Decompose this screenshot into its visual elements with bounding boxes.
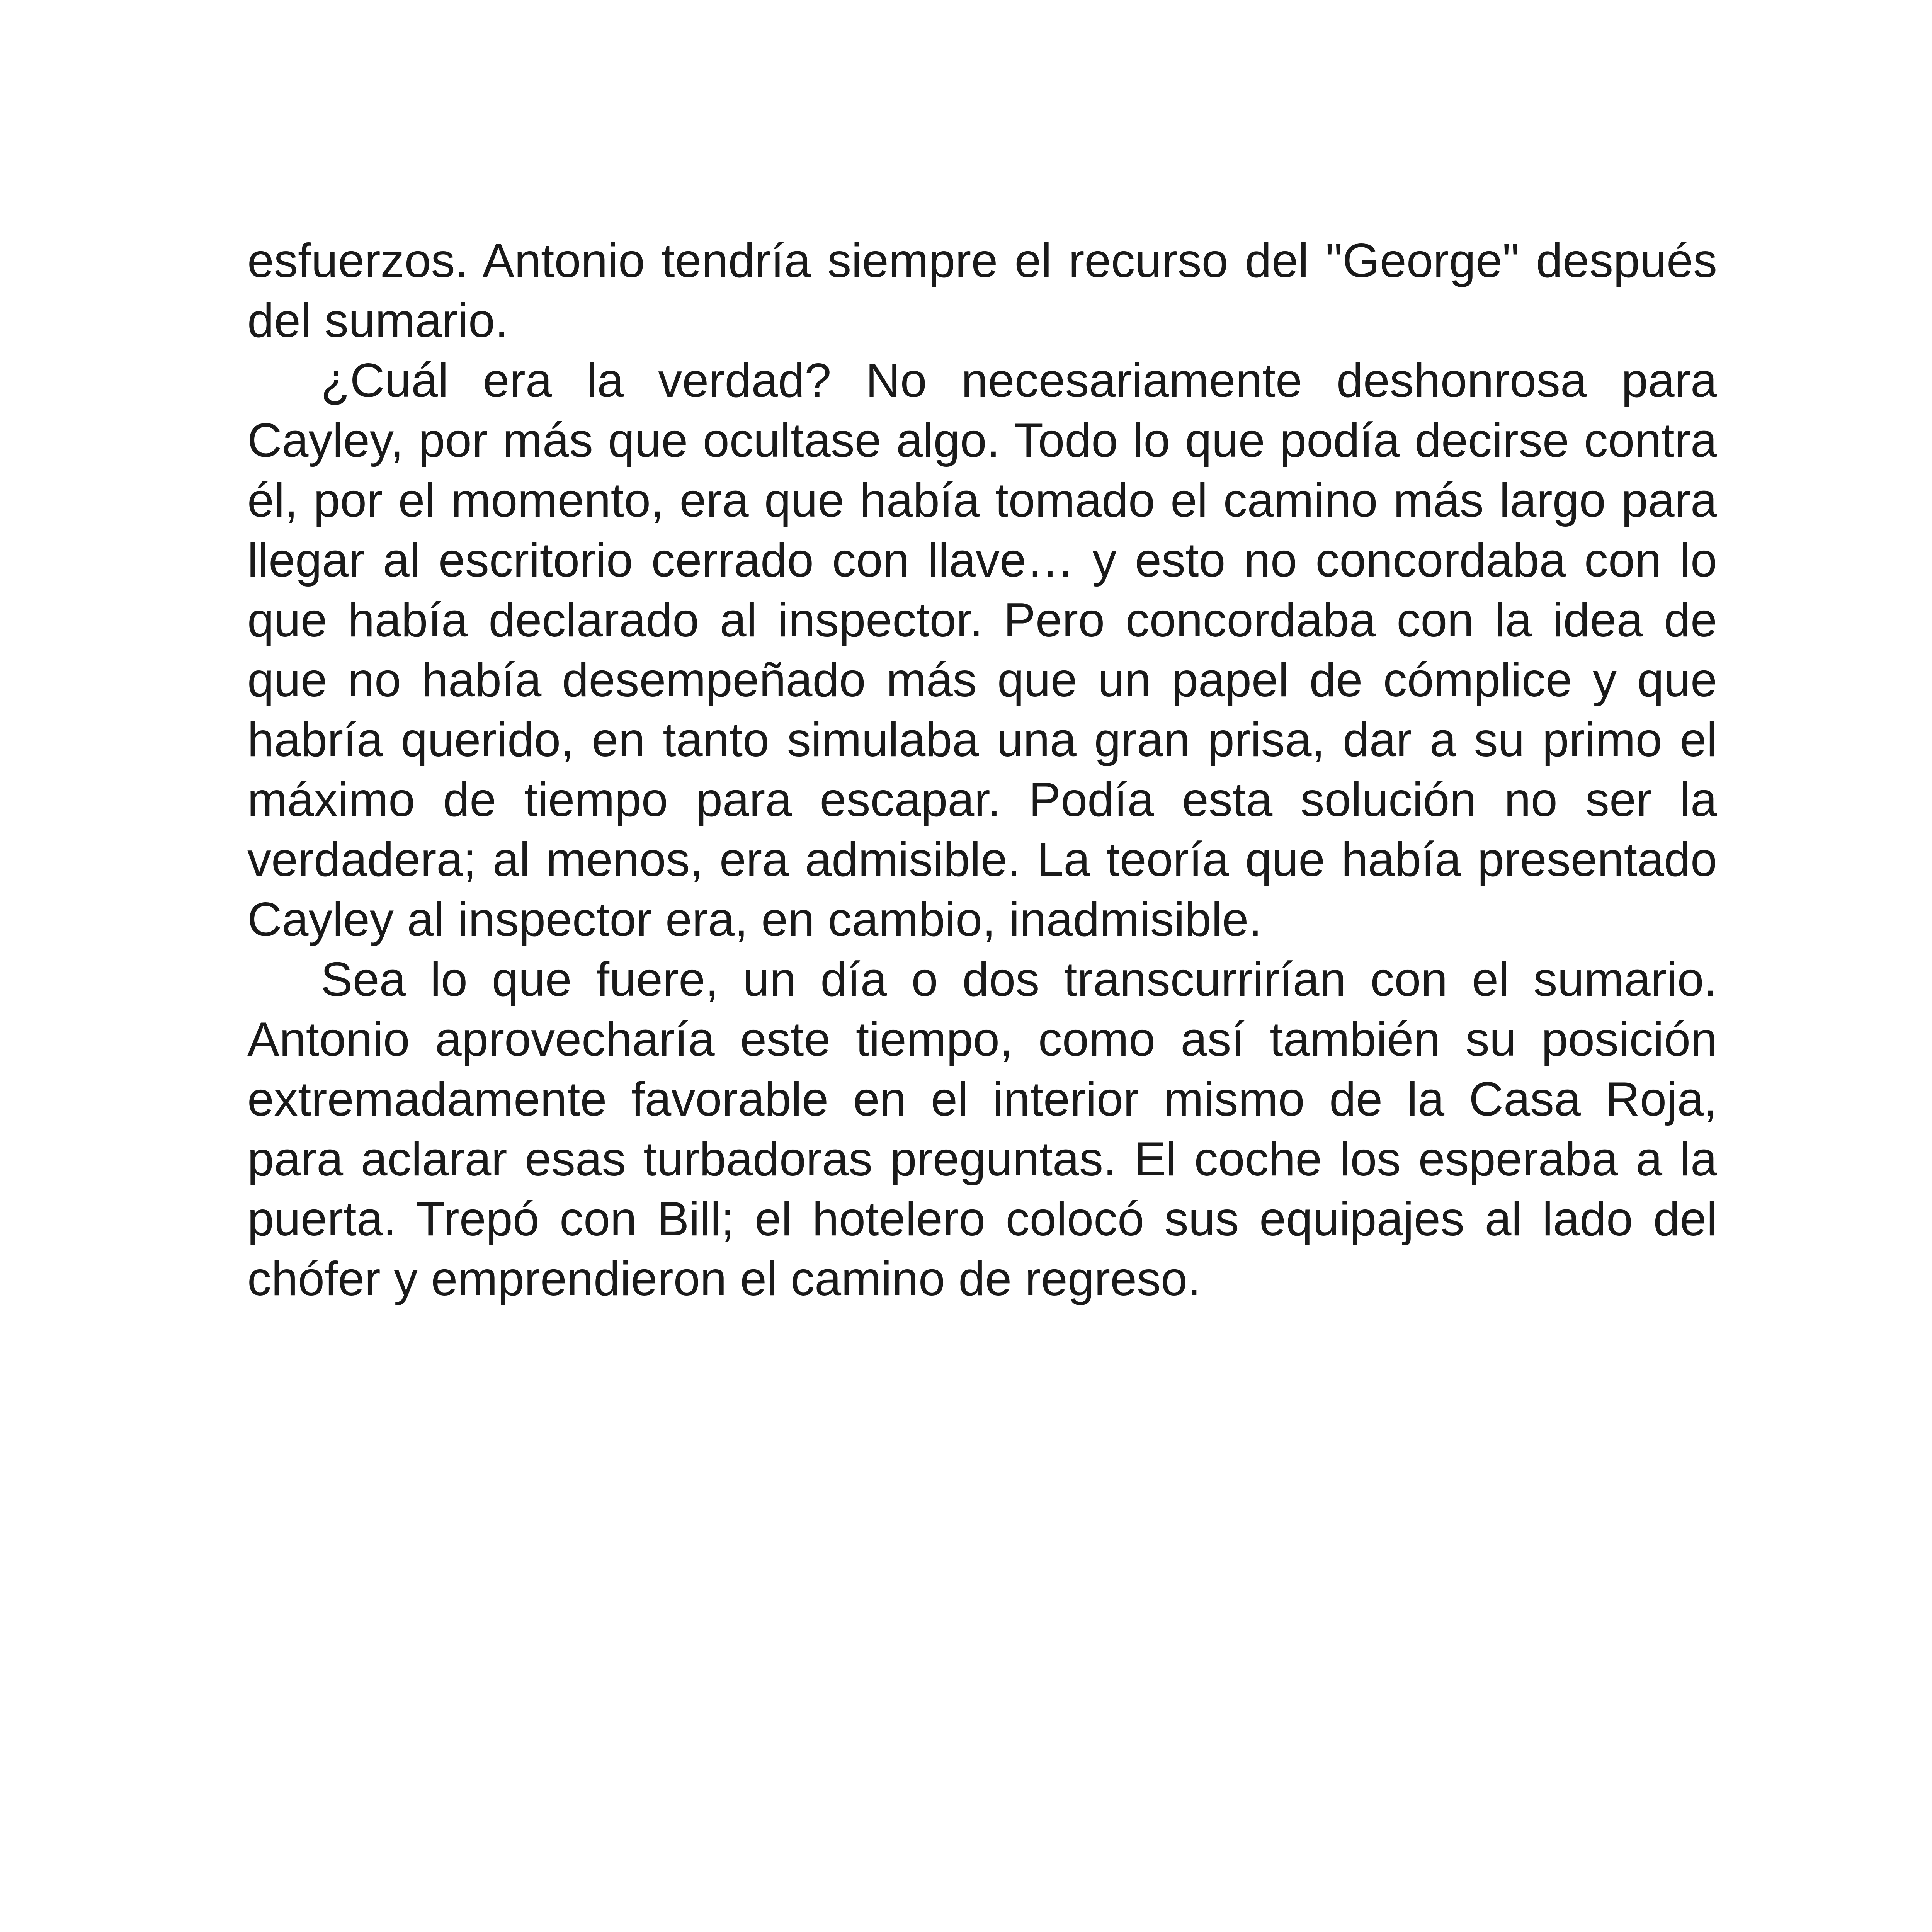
paragraph: Sea lo que fuere, un día o dos transcurrirían con el sumario. Antonio aprovecharía este tiempo, como así también su posición extremadamente favorable en el interior mismo de la Casa Roja, para aclarar esas turbadoras preguntas. El coche los esperaba a la puerta. Trepó con Bill; el hotelero colocó sus equipajes al lado del chófer y emprendieron el camino de regreso.: [247, 953, 1717, 1306]
body-text: [247, 231, 1717, 1309]
paragraph-continuation: esfuerzos. Antonio tendría siempre el recurso del "George" después del sumario.: [247, 234, 1717, 347]
paragraph: ¿Cuál era la verdad? No necesariamente deshonrosa para Cayley, por más que ocultase algo. Todo lo que podía decirse contra él, por el momento, era que había tomado el camino más largo para llegar al escritorio cerrado con llave… y esto no concordaba con lo que había declarado al inspector. Pero concordaba con la idea de que no había desempeñado más que un papel de cómplice y que habría querido, en tanto simulaba una gran prisa, dar a su primo el máximo de tiempo para escapar. Podía esta solución no ser la verdadera; al menos, era admisible. La teoría que había presentado Cayley al inspector era, en cambio, inadmisible.: [247, 354, 1717, 946]
